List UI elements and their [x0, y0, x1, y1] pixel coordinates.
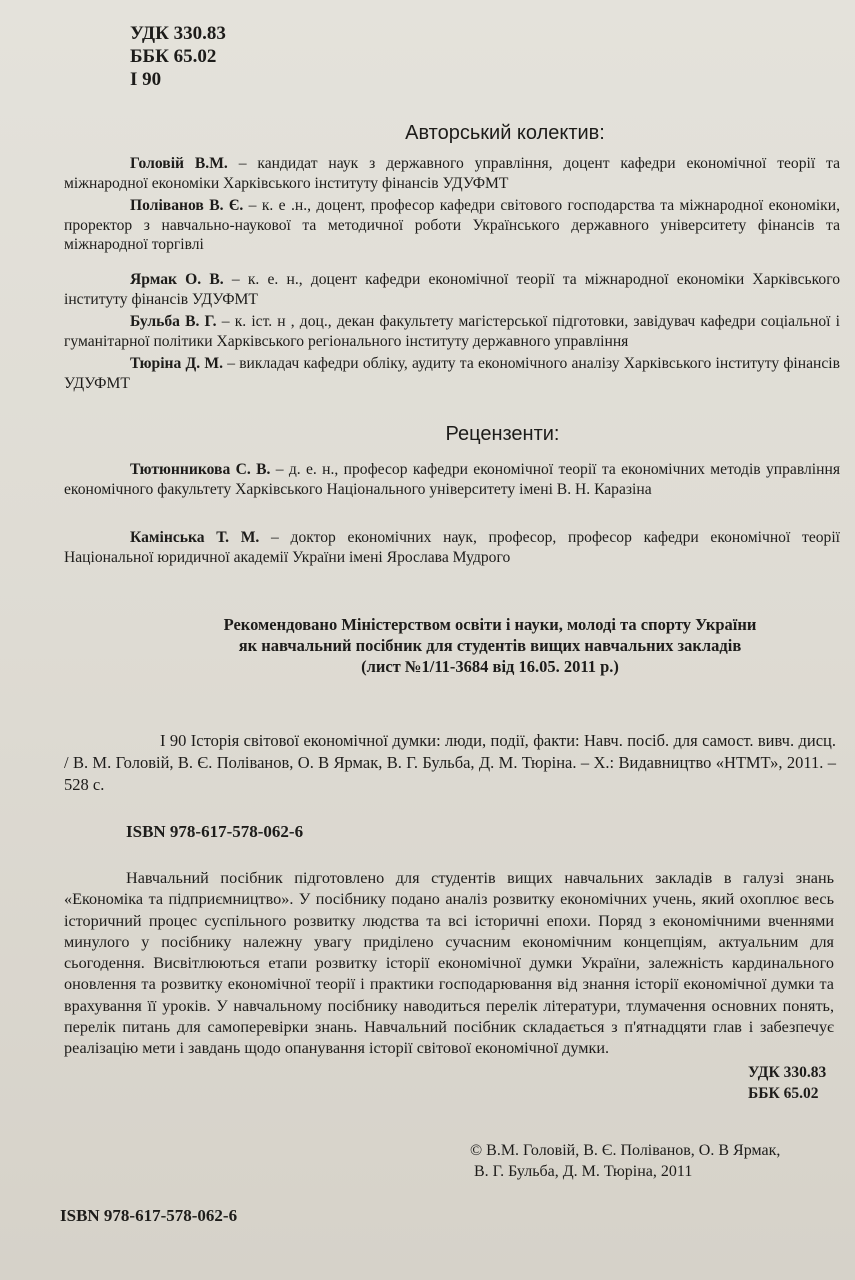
author-name: Тюріна Д. М. — [130, 355, 223, 372]
reviewer-description: – д. е. н., професор кафедри економічної теорії та економічних методів управління економічного факультету Харківського Національного університету імені В. Н. Каразіна — [64, 461, 840, 498]
author-name: Головій В.М. — [130, 155, 228, 172]
isbn-bottom: ISBN 978-617-578-062-6 — [60, 1206, 238, 1225]
author-description: – к. е .н., доцент, професор кафедри світового господарства та міжнародної економіки, проректор з навчально-наукової та методичної роботи Українського державного університету фінансів та міжнародної торгівлі — [64, 197, 840, 253]
author-name: Бульба В. Г. — [130, 313, 217, 330]
annotation-text: Навчальний посібник підготовлено для студентів вищих навчальних закладів в галузі знань «Економіка та підприємництво». У посібнику подано аналіз розвитку економічних учень, який охоплює весь історичний процес суспільного розвитку людства та всі історичні епохи. Поряд з економічними вченнями минулого у посібнику належну увагу приділено сучасним економічним концепціям, актуальним для сьогодення. Висвітлюються етапи розвитку історії економічної думки України, залежність кардинального оновлення та розвитку економічної теорії і практики господарювання від знання історії економічної думки та врахування її уроків. У навчальному посібнику наводиться перелік літератури, тлумачення основних понять, перелік питань для самоперевірки знань. Навчальний посібник складається з п'ятнадцяти глав і забезпечує реалізацію мети і завдань щодо опанування історії світової економічної думки. — [64, 869, 834, 1058]
author-entry — [64, 270, 840, 309]
reviewers-heading: Рецензенти: — [445, 423, 560, 445]
bibliographic-description — [64, 730, 836, 796]
annotation — [64, 868, 834, 1060]
author-name: Поліванов В. Є. — [130, 197, 244, 214]
author-description: – викладач кафедри обліку, аудиту та економічного аналізу Харківського інституту фінансів УДУФМТ — [64, 355, 840, 392]
author-entry — [64, 312, 840, 351]
author-index: І 90 — [130, 69, 162, 90]
reviewer-entry — [64, 528, 840, 567]
bbk-code: ББК 65.02 — [130, 46, 217, 67]
author-entry — [64, 154, 840, 193]
reviewer-name: Камінська Т. М. — [130, 529, 260, 546]
bibliography-text: І 90 Історія світової економічної думки: люди, події, факти: Навч. посіб. для самост. вивч. дисц. / В. М. Головій, В. Є. Поліванов, О. В Ярмак, В. Г. Бульба, Д. М. Тюріна. – Х.: Видавництво «НТМТ», 2011. – 528 с. — [64, 731, 836, 794]
reviewer-entry — [64, 460, 840, 499]
bbk-code: ББК 65.02 — [748, 1085, 819, 1102]
recommendation-line: як навчальний посібник для студентів вищих навчальних закладів — [238, 636, 742, 655]
copyright-line: © В.М. Головій, В. Є. Поліванов, О. В Ярмак, — [470, 1142, 781, 1159]
udk-code: УДК 330.83 — [130, 23, 226, 44]
author-description: – к. е. н., доцент кафедри економічної теорії та міжнародної економіки Харківського інституту фінансів УДУФМТ — [64, 271, 841, 308]
udk-code: УДК 330.83 — [748, 1064, 827, 1081]
copyright-line: В. Г. Бульба, Д. М. Тюріна, 2011 — [474, 1163, 693, 1180]
author-name: Ярмак О. В. — [130, 271, 224, 288]
ministry-recommendation — [150, 614, 830, 677]
recommendation-line: Рекомендовано Міністерством освіти і науки, молоді та спорту України — [223, 615, 757, 634]
authors-heading: Авторський колектив: — [405, 122, 605, 144]
author-description: – к. іст. н , доц., декан факультету магістерської підготовки, завідувач кафедри соціальної і гуманітарної політики Харківського регіонального інституту державного управління — [64, 313, 840, 350]
author-description: – кандидат наук з державного управління, доцент кафедри економічної теорії та міжнародної економіки Харківського інституту фінансів УДУФМТ — [64, 155, 840, 192]
isbn: ISBN 978-617-578-062-6 — [126, 822, 304, 841]
recommendation-line: (лист №1/11-3684 від 16.05. 2011 р.) — [361, 657, 619, 676]
author-entry — [64, 354, 840, 393]
classification-codes — [130, 22, 226, 91]
reviewer-name: Тютюнникова С. В. — [130, 461, 271, 478]
author-entry — [64, 196, 840, 255]
reviewer-description: – доктор економічних наук, професор, професор кафедри економічної теорії Національної юридичної академії України імені Ярослава Мудрого — [64, 529, 840, 566]
copyright-notice — [470, 1140, 840, 1182]
bottom-classification-codes — [748, 1062, 826, 1104]
